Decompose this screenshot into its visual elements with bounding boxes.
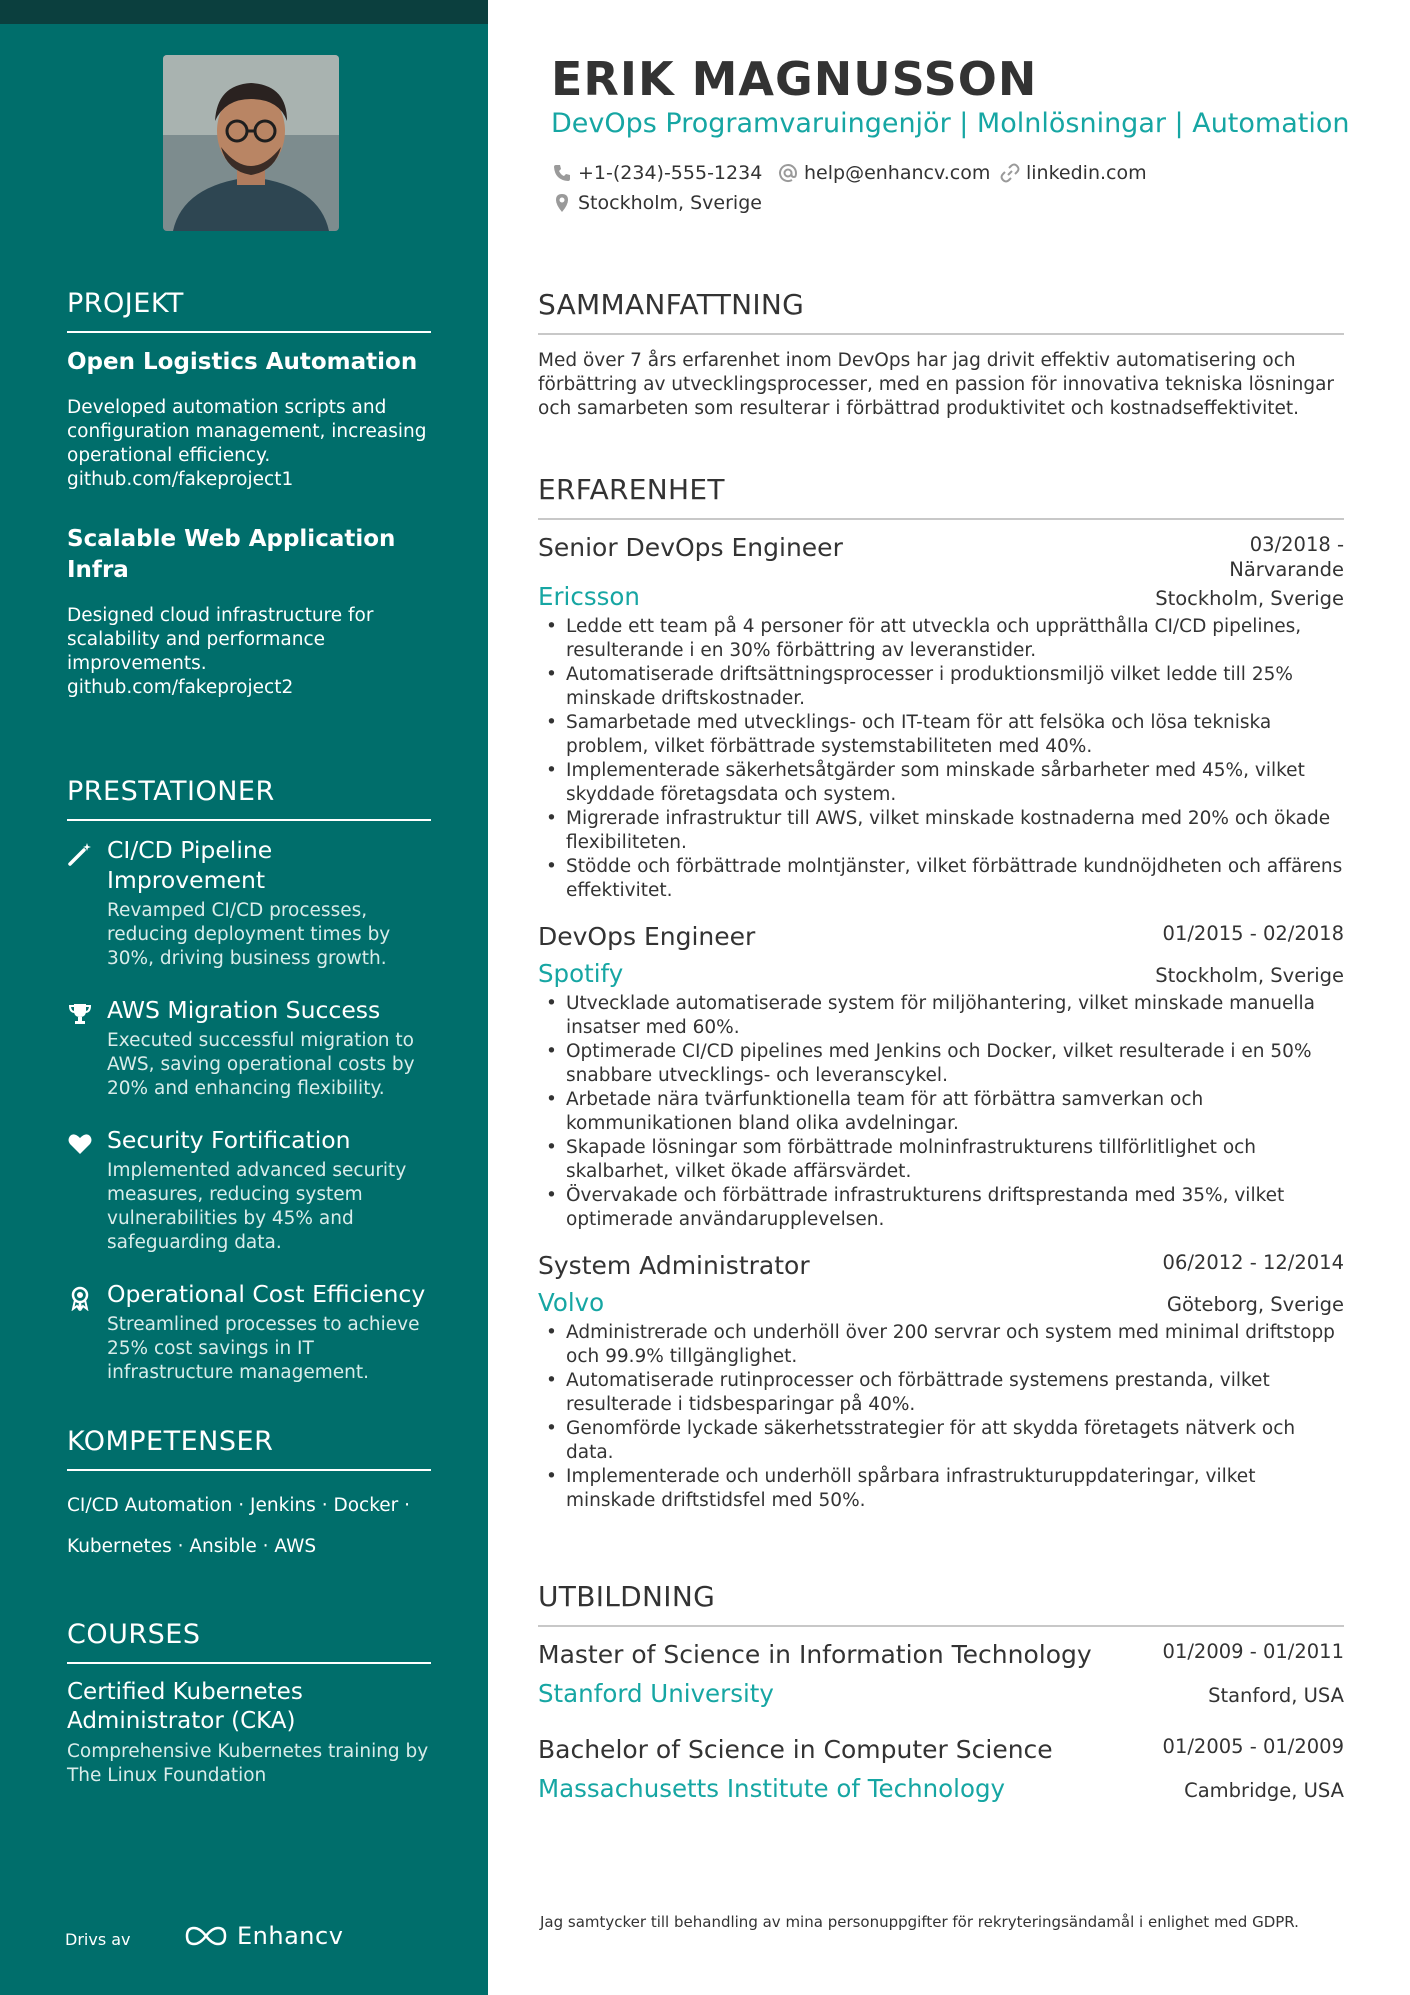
achievement-item <box>67 1279 431 1385</box>
courses-section <box>67 1619 431 1788</box>
job-entry <box>538 921 1344 1232</box>
job-location: Stockholm, Sverige <box>1155 587 1344 610</box>
bullet-item: • Migrerade infrastruktur till AWS, vilket minskade kostnaderna med 20% och ökade flexibiliteten. <box>538 807 1344 855</box>
job-location: Stockholm, Sverige <box>1155 964 1344 987</box>
project-item <box>67 347 431 492</box>
degree-title: Master of Science in Information Technology <box>538 1640 1092 1669</box>
summary-title: SAMMANFATTNING <box>538 288 1344 335</box>
course-title: Certified Kubernetes Administrator (CKA) <box>67 1679 303 1734</box>
project-description: Designed cloud infrastructure for scalability and performance improvements. <box>67 605 374 674</box>
bullet-item: • Utvecklade automatiserade system för miljöhantering, vilket minskade manuella insatser med 60%. <box>538 992 1344 1040</box>
project-description: Developed automation scripts and configuration management, increasing operational efficiency. <box>67 397 427 466</box>
gdpr-consent-text: Jag samtycker till behandling av mina personuppgifter för rekryteringsändamål i enlighet med GDPR. <box>540 1913 1299 1931</box>
degree-title: Bachelor of Science in Computer Science <box>538 1735 1053 1764</box>
project-link[interactable]: github.com/fakeproject2 <box>67 677 294 698</box>
course-description: Comprehensive Kubernetes training by The Linux Foundation <box>67 1741 429 1786</box>
contact-location <box>552 192 762 214</box>
enhancv-logo-icon <box>183 1924 229 1948</box>
bullet-item: • Samarbetade med utvecklings- och IT-team för att felsöka och lösa tekniska problem, vilket förbättrade systemstabiliteten med 40%. <box>538 711 1344 759</box>
courses-title: COURSES <box>67 1619 431 1664</box>
project-name: Scalable Web Application Infra <box>67 526 396 583</box>
job-date <box>1229 532 1344 582</box>
bullet-item: • Arbetade nära tvärfunktionella team för att förbättra samverkan och kommunikationen bland olika avdelningar. <box>538 1088 1344 1136</box>
bullet-item: • Ledde ett team på 4 personer för att utveckla och upprätthålla CI/CD pipelines, resulterande i en 30% förbättring av leveranstider. <box>538 615 1344 663</box>
contact-linkedin[interactable] <box>1000 162 1147 184</box>
achievement-description: Streamlined processes to achieve 25% cost savings in IT infrastructure management. <box>107 1314 420 1383</box>
bullet-item: • Genomförde lyckade säkerhetsstrategier för att skydda företagets nätverk och data. <box>538 1417 1344 1465</box>
bullet-item: • Automatiserade rutinprocesser och förbättrade systemens prestanda, vilket resulterade i tidsbesparingar på 40%. <box>538 1369 1344 1417</box>
job-title: DevOps Engineer <box>538 922 756 951</box>
profile-photo <box>163 55 339 231</box>
school-name: Massachusetts Institute of Technology <box>538 1774 1005 1803</box>
achievement-title: AWS Migration Success <box>107 996 381 1024</box>
job-entry <box>538 1250 1344 1513</box>
job-title: System Administrator <box>538 1251 810 1280</box>
education-date: 01/2005 - 01/2009 <box>1162 1735 1344 1758</box>
candidate-name: ERIK MAGNUSSON <box>551 52 1038 106</box>
bullet-item: • Övervakade och förbättrade infrastrukturens driftsprestanda med 35%, vilket optimerade användarupplevelsen. <box>538 1184 1344 1232</box>
job-bullets <box>538 615 1344 903</box>
bullet-item: • Optimerade CI/CD pipelines med Jenkins och Docker, vilket resulterade i en 50% snabbare utvecklings- och leveranscykel. <box>538 1040 1344 1088</box>
achievement-title: CI/CD Pipeline Improvement <box>107 836 273 894</box>
job-date-end: Närvarande <box>1229 558 1344 581</box>
skills-title: KOMPETENSER <box>67 1426 431 1471</box>
location-pin-icon <box>552 193 572 213</box>
trophy-icon <box>67 1001 93 1027</box>
powered-by-label: Drivs av <box>65 1930 131 1949</box>
experience-title: ERFARENHET <box>538 473 1344 520</box>
link-icon <box>1000 163 1020 183</box>
bullet-item: • Skapade lösningar som förbättrade molninfrastrukturens tillförlitlighet och skalbarhet, vilket ökade affärsvärdet. <box>538 1136 1344 1184</box>
school-location: Cambridge, USA <box>1184 1779 1344 1802</box>
skills-line: CI/CD Automation · Jenkins · Docker · <box>67 1495 410 1516</box>
projects-section <box>67 288 431 700</box>
company-name: Ericsson <box>538 582 640 611</box>
bullet-item: • Implementerade och underhöll spårbara infrastrukturuppdateringar, vilket minskade driftstidsfel med 50%. <box>538 1465 1344 1513</box>
achievement-title: Operational Cost Efficiency <box>107 1280 426 1308</box>
bullet-item: • Implementerade säkerhetsåtgärder som minskade sårbarheter med 45%, vilket skyddade företagsdata och system. <box>538 759 1344 807</box>
bullet-item: • Stödde och förbättrade molntjänster, vilket förbättrade kundnöjdheten och affärens effektivitet. <box>538 855 1344 903</box>
job-location: Göteborg, Sverige <box>1166 1293 1344 1316</box>
sidebar <box>0 0 488 1995</box>
school-name: Stanford University <box>538 1679 774 1708</box>
achievement-title: Security Fortification <box>107 1126 351 1154</box>
linkedin-text: linkedin.com <box>1026 162 1147 184</box>
job-date-start: 03/2018 - <box>1249 533 1344 556</box>
job-bullets <box>538 992 1344 1232</box>
project-name: Open Logistics Automation <box>67 349 418 375</box>
job-date: 01/2015 - 02/2018 <box>1162 922 1344 945</box>
education-date: 01/2009 - 01/2011 <box>1162 1640 1344 1663</box>
education-title: UTBILDNING <box>538 1580 1344 1627</box>
at-icon <box>778 163 798 183</box>
contact-email[interactable] <box>778 162 990 184</box>
contact-phone <box>552 162 762 184</box>
phone-icon <box>552 163 572 183</box>
job-title: Senior DevOps Engineer <box>538 533 843 562</box>
summary-section <box>538 288 1344 421</box>
education-section <box>538 1580 1344 1803</box>
email-text: help@enhancv.com <box>804 162 991 184</box>
bullet-item: • Administrerade och underhöll över 200 servrar och system med minimal driftstopp och 99.9% tillgänglighet. <box>538 1321 1344 1369</box>
achievement-item <box>67 1125 431 1255</box>
job-entry <box>538 532 1344 903</box>
magic-wand-icon <box>67 841 93 867</box>
candidate-headline: DevOps Programvaruingenjör | Molnlösningar | Automation <box>551 108 1350 139</box>
project-item <box>67 524 431 700</box>
skills-line: Kubernetes · Ansible · AWS <box>67 1536 317 1557</box>
enhancv-brand: Enhancv <box>237 1922 344 1950</box>
heart-icon <box>67 1131 93 1157</box>
education-entry <box>538 1734 1344 1803</box>
achievement-description: Executed successful migration to AWS, saving operational costs by 20% and enhancing flexibility. <box>107 1030 415 1099</box>
company-name: Volvo <box>538 1288 605 1317</box>
company-name: Spotify <box>538 959 624 988</box>
achievement-description: Revamped CI/CD processes, reducing deployment times by 30%, driving business growth. <box>107 900 391 969</box>
school-location: Stanford, USA <box>1208 1684 1344 1707</box>
sidebar-top-band <box>0 0 488 24</box>
phone-text: +1-(234)-555-1234 <box>578 162 763 184</box>
skills-section <box>67 1426 431 1567</box>
project-link[interactable]: github.com/fakeproject1 <box>67 469 294 490</box>
achievements-section <box>67 776 431 1409</box>
projects-title: PROJEKT <box>67 288 431 333</box>
enhancv-logo[interactable] <box>183 1922 343 1950</box>
achievement-description: Implemented advanced security measures, reducing system vulnerabilities by 45% and safeguarding data. <box>107 1160 407 1253</box>
achievement-item <box>67 835 431 971</box>
job-bullets <box>538 1321 1344 1513</box>
location-text: Stockholm, Sverige <box>578 192 762 214</box>
achievements-title: PRESTATIONER <box>67 776 431 821</box>
achievement-item <box>67 995 431 1101</box>
job-date: 06/2012 - 12/2014 <box>1162 1251 1344 1274</box>
summary-text: Med över 7 års erfarenhet inom DevOps har jag drivit effektiv automatisering och förbättring av utvecklingsprocesser, med en passion för innovativa tekniska lösningar och samarbeten som resulterar i förbättrad produktivitet och kostnadseffektivitet. <box>538 350 1335 419</box>
education-entry <box>538 1639 1344 1708</box>
bullet-item: • Automatiserade driftsättningsprocesser i produktionsmiljö vilket ledde till 25% minskade driftskostnader. <box>538 663 1344 711</box>
experience-section <box>538 473 1344 1513</box>
award-icon <box>67 1285 93 1311</box>
